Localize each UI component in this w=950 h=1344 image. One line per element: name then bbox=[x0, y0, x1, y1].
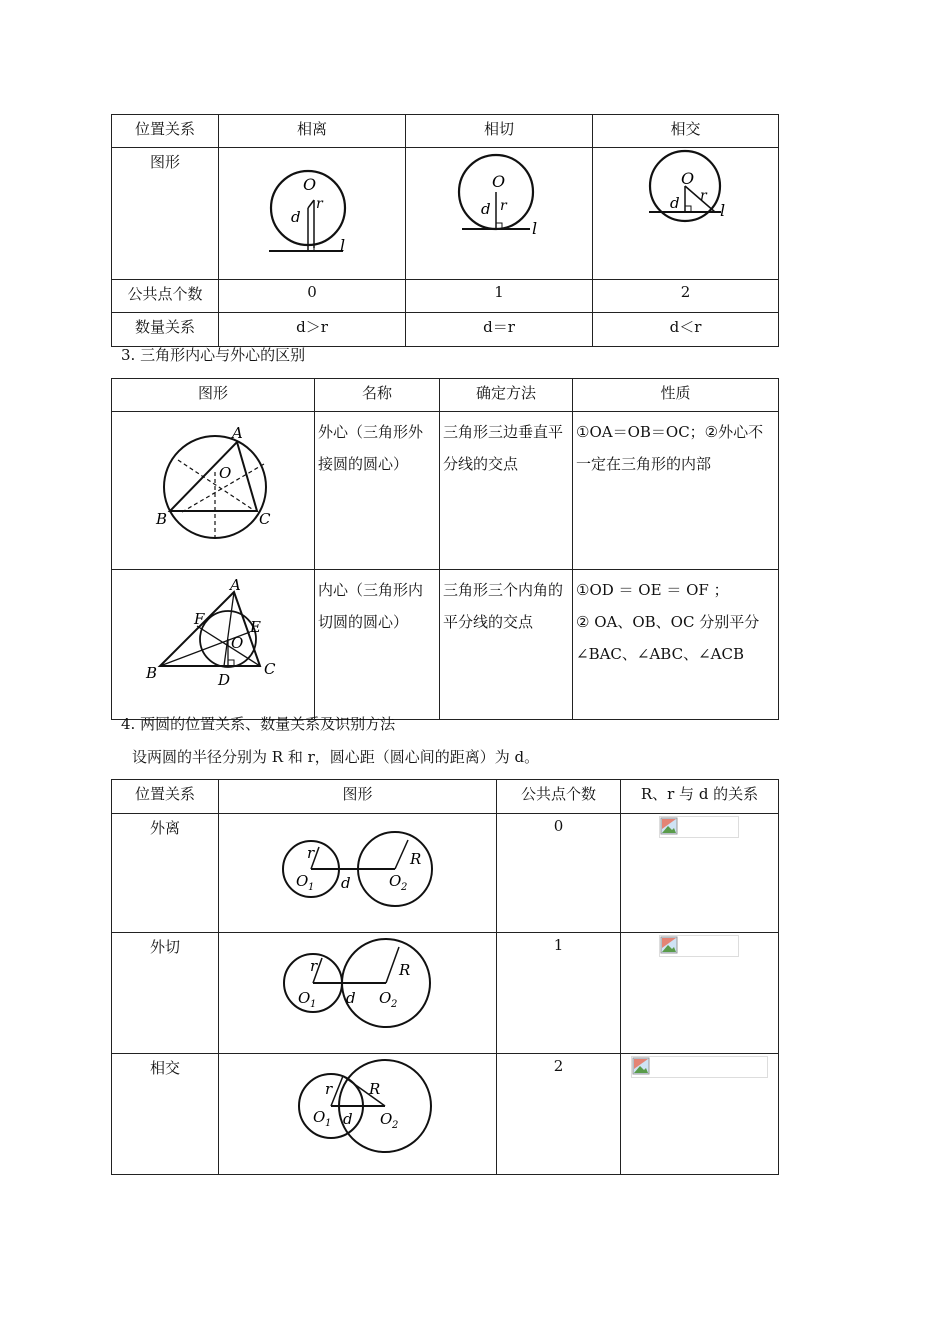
section4-title: 4. 两圆的位置关系、数量关系及识别方法 bbox=[121, 715, 396, 733]
svg-text:O: O bbox=[681, 169, 695, 188]
incenter-property bbox=[573, 570, 779, 720]
svg-text:A: A bbox=[232, 424, 243, 442]
svg-text:d: d bbox=[481, 200, 491, 218]
relation-formula-external-tangent bbox=[621, 933, 779, 1054]
figure-intersect-two bbox=[219, 1054, 496, 1170]
figure-separate bbox=[219, 148, 405, 275]
row-figure-label: 图形 bbox=[112, 148, 219, 280]
svg-text:2: 2 bbox=[401, 882, 408, 893]
svg-text:D: D bbox=[218, 671, 231, 689]
figure-intersect-cell bbox=[593, 148, 779, 280]
svg-text:O: O bbox=[296, 872, 309, 890]
svg-text:r: r bbox=[316, 196, 323, 212]
header-property: 性质 bbox=[573, 379, 779, 412]
figure-external bbox=[219, 814, 496, 928]
svg-text:r: r bbox=[310, 957, 318, 975]
svg-text:A: A bbox=[230, 576, 241, 594]
broken-image bbox=[631, 1056, 768, 1078]
incenter-property-line2: ② OA、OB、OC 分别平分 bbox=[576, 613, 760, 631]
svg-text:r: r bbox=[307, 844, 315, 862]
image-placeholder-icon bbox=[660, 817, 678, 835]
svg-text:R: R bbox=[410, 850, 422, 868]
svg-text:R: R bbox=[369, 1080, 381, 1098]
header-figure: 图形 bbox=[112, 379, 315, 412]
header-figure: 图形 bbox=[219, 780, 497, 814]
figure-tangent-cell bbox=[406, 148, 593, 280]
relation-external: 外离 bbox=[112, 814, 219, 933]
quantity-separate: d＞r bbox=[219, 313, 406, 347]
circumcenter-figure-cell bbox=[112, 412, 315, 570]
image-placeholder-icon bbox=[660, 936, 678, 954]
figure-external-cell bbox=[219, 814, 497, 933]
svg-text:F: F bbox=[194, 610, 205, 628]
svg-text:C: C bbox=[259, 510, 271, 528]
circumcenter-name: 外心（三角形外接圆的圆心） bbox=[315, 412, 440, 570]
quantity-tangent: d＝r bbox=[406, 313, 593, 347]
points-intersect: 2 bbox=[593, 280, 779, 313]
points-separate: 0 bbox=[219, 280, 406, 313]
svg-text:l: l bbox=[720, 201, 726, 220]
section4-intro: 设两圆的半径分别为 R 和 r，圆心距（圆心间的距离）为 d。 bbox=[132, 748, 540, 766]
circumcenter-method: 三角形三边垂直平分线的交点 bbox=[440, 412, 573, 570]
figure-tangent bbox=[406, 148, 592, 275]
header-relation: R、r 与 d 的关系 bbox=[621, 780, 779, 814]
relation-external-tangent: 外切 bbox=[112, 933, 219, 1054]
figure-intersect-cell bbox=[219, 1054, 497, 1175]
svg-text:O: O bbox=[389, 872, 402, 890]
svg-text:O: O bbox=[231, 634, 244, 652]
two-circles-table bbox=[111, 779, 779, 1175]
incenter-property-line1: ①OD ＝ OE ＝ OF ； bbox=[576, 581, 729, 599]
header-tangent: 相切 bbox=[406, 115, 593, 148]
header-position: 位置关系 bbox=[112, 115, 219, 148]
svg-text:E: E bbox=[250, 618, 261, 636]
svg-text:B: B bbox=[156, 510, 168, 528]
svg-text:d: d bbox=[670, 194, 680, 212]
svg-text:d: d bbox=[341, 874, 351, 892]
svg-text:r: r bbox=[325, 1080, 333, 1098]
header-separate: 相离 bbox=[219, 115, 406, 148]
broken-image bbox=[659, 935, 739, 957]
header-name: 名称 bbox=[315, 379, 440, 412]
svg-text:O: O bbox=[313, 1108, 326, 1126]
svg-text:2: 2 bbox=[392, 1120, 399, 1131]
triangle-centers-table bbox=[111, 378, 779, 720]
circumcenter-property: ①OA＝OB＝OC；②外心不一定在三角形的内部 bbox=[573, 412, 779, 570]
incenter-figure-cell bbox=[112, 570, 315, 720]
incenter-name: 内心（三角形内切圆的圆心） bbox=[315, 570, 440, 720]
broken-image bbox=[659, 816, 739, 838]
figure-external-tangent-cell bbox=[219, 933, 497, 1054]
circle-line-table bbox=[111, 114, 779, 347]
points-tangent: 1 bbox=[406, 280, 593, 313]
svg-text:r: r bbox=[500, 198, 507, 214]
svg-text:O: O bbox=[492, 172, 506, 191]
incenter-method: 三角形三个内角的平分线的交点 bbox=[440, 570, 573, 720]
svg-text:O: O bbox=[298, 989, 311, 1007]
svg-text:B: B bbox=[146, 664, 158, 682]
quantity-intersect: d＜r bbox=[593, 313, 779, 347]
points-intersect: 2 bbox=[497, 1054, 621, 1175]
figure-external-tangent bbox=[219, 933, 496, 1049]
svg-text:l: l bbox=[532, 219, 538, 238]
svg-text:d: d bbox=[343, 1110, 353, 1128]
header-position: 位置关系 bbox=[112, 780, 219, 814]
svg-text:O: O bbox=[303, 175, 317, 194]
image-placeholder-icon bbox=[632, 1057, 650, 1075]
svg-text:R: R bbox=[399, 961, 411, 979]
header-method: 确定方法 bbox=[440, 379, 573, 412]
relation-formula-external bbox=[621, 814, 779, 933]
points-external-tangent: 1 bbox=[497, 933, 621, 1054]
figure-separate-cell bbox=[219, 148, 406, 280]
svg-text:O: O bbox=[219, 464, 232, 482]
svg-text:r: r bbox=[700, 188, 707, 204]
header-intersect: 相交 bbox=[593, 115, 779, 148]
svg-text:l: l bbox=[340, 236, 346, 255]
row-points-label: 公共点个数 bbox=[112, 280, 219, 313]
svg-text:1: 1 bbox=[310, 999, 317, 1010]
section3-title: 3. 三角形内心与外心的区别 bbox=[121, 346, 306, 364]
svg-text:O: O bbox=[380, 1110, 393, 1128]
header-points: 公共点个数 bbox=[497, 780, 621, 814]
figure-intersect bbox=[593, 148, 779, 275]
points-external: 0 bbox=[497, 814, 621, 933]
svg-text:1: 1 bbox=[308, 882, 315, 893]
circumcenter-figure bbox=[112, 412, 314, 565]
svg-text:2: 2 bbox=[391, 999, 398, 1010]
relation-formula-intersect bbox=[621, 1054, 779, 1175]
svg-text:1: 1 bbox=[325, 1118, 332, 1129]
incenter-figure bbox=[112, 570, 314, 715]
svg-text:C: C bbox=[264, 660, 276, 678]
row-quantity-label: 数量关系 bbox=[112, 313, 219, 347]
svg-text:d: d bbox=[291, 208, 301, 226]
svg-text:O: O bbox=[379, 989, 392, 1007]
svg-text:d: d bbox=[346, 989, 356, 1007]
relation-intersect: 相交 bbox=[112, 1054, 219, 1175]
incenter-property-line3: ∠BAC、∠ABC、∠ACB bbox=[576, 645, 744, 663]
